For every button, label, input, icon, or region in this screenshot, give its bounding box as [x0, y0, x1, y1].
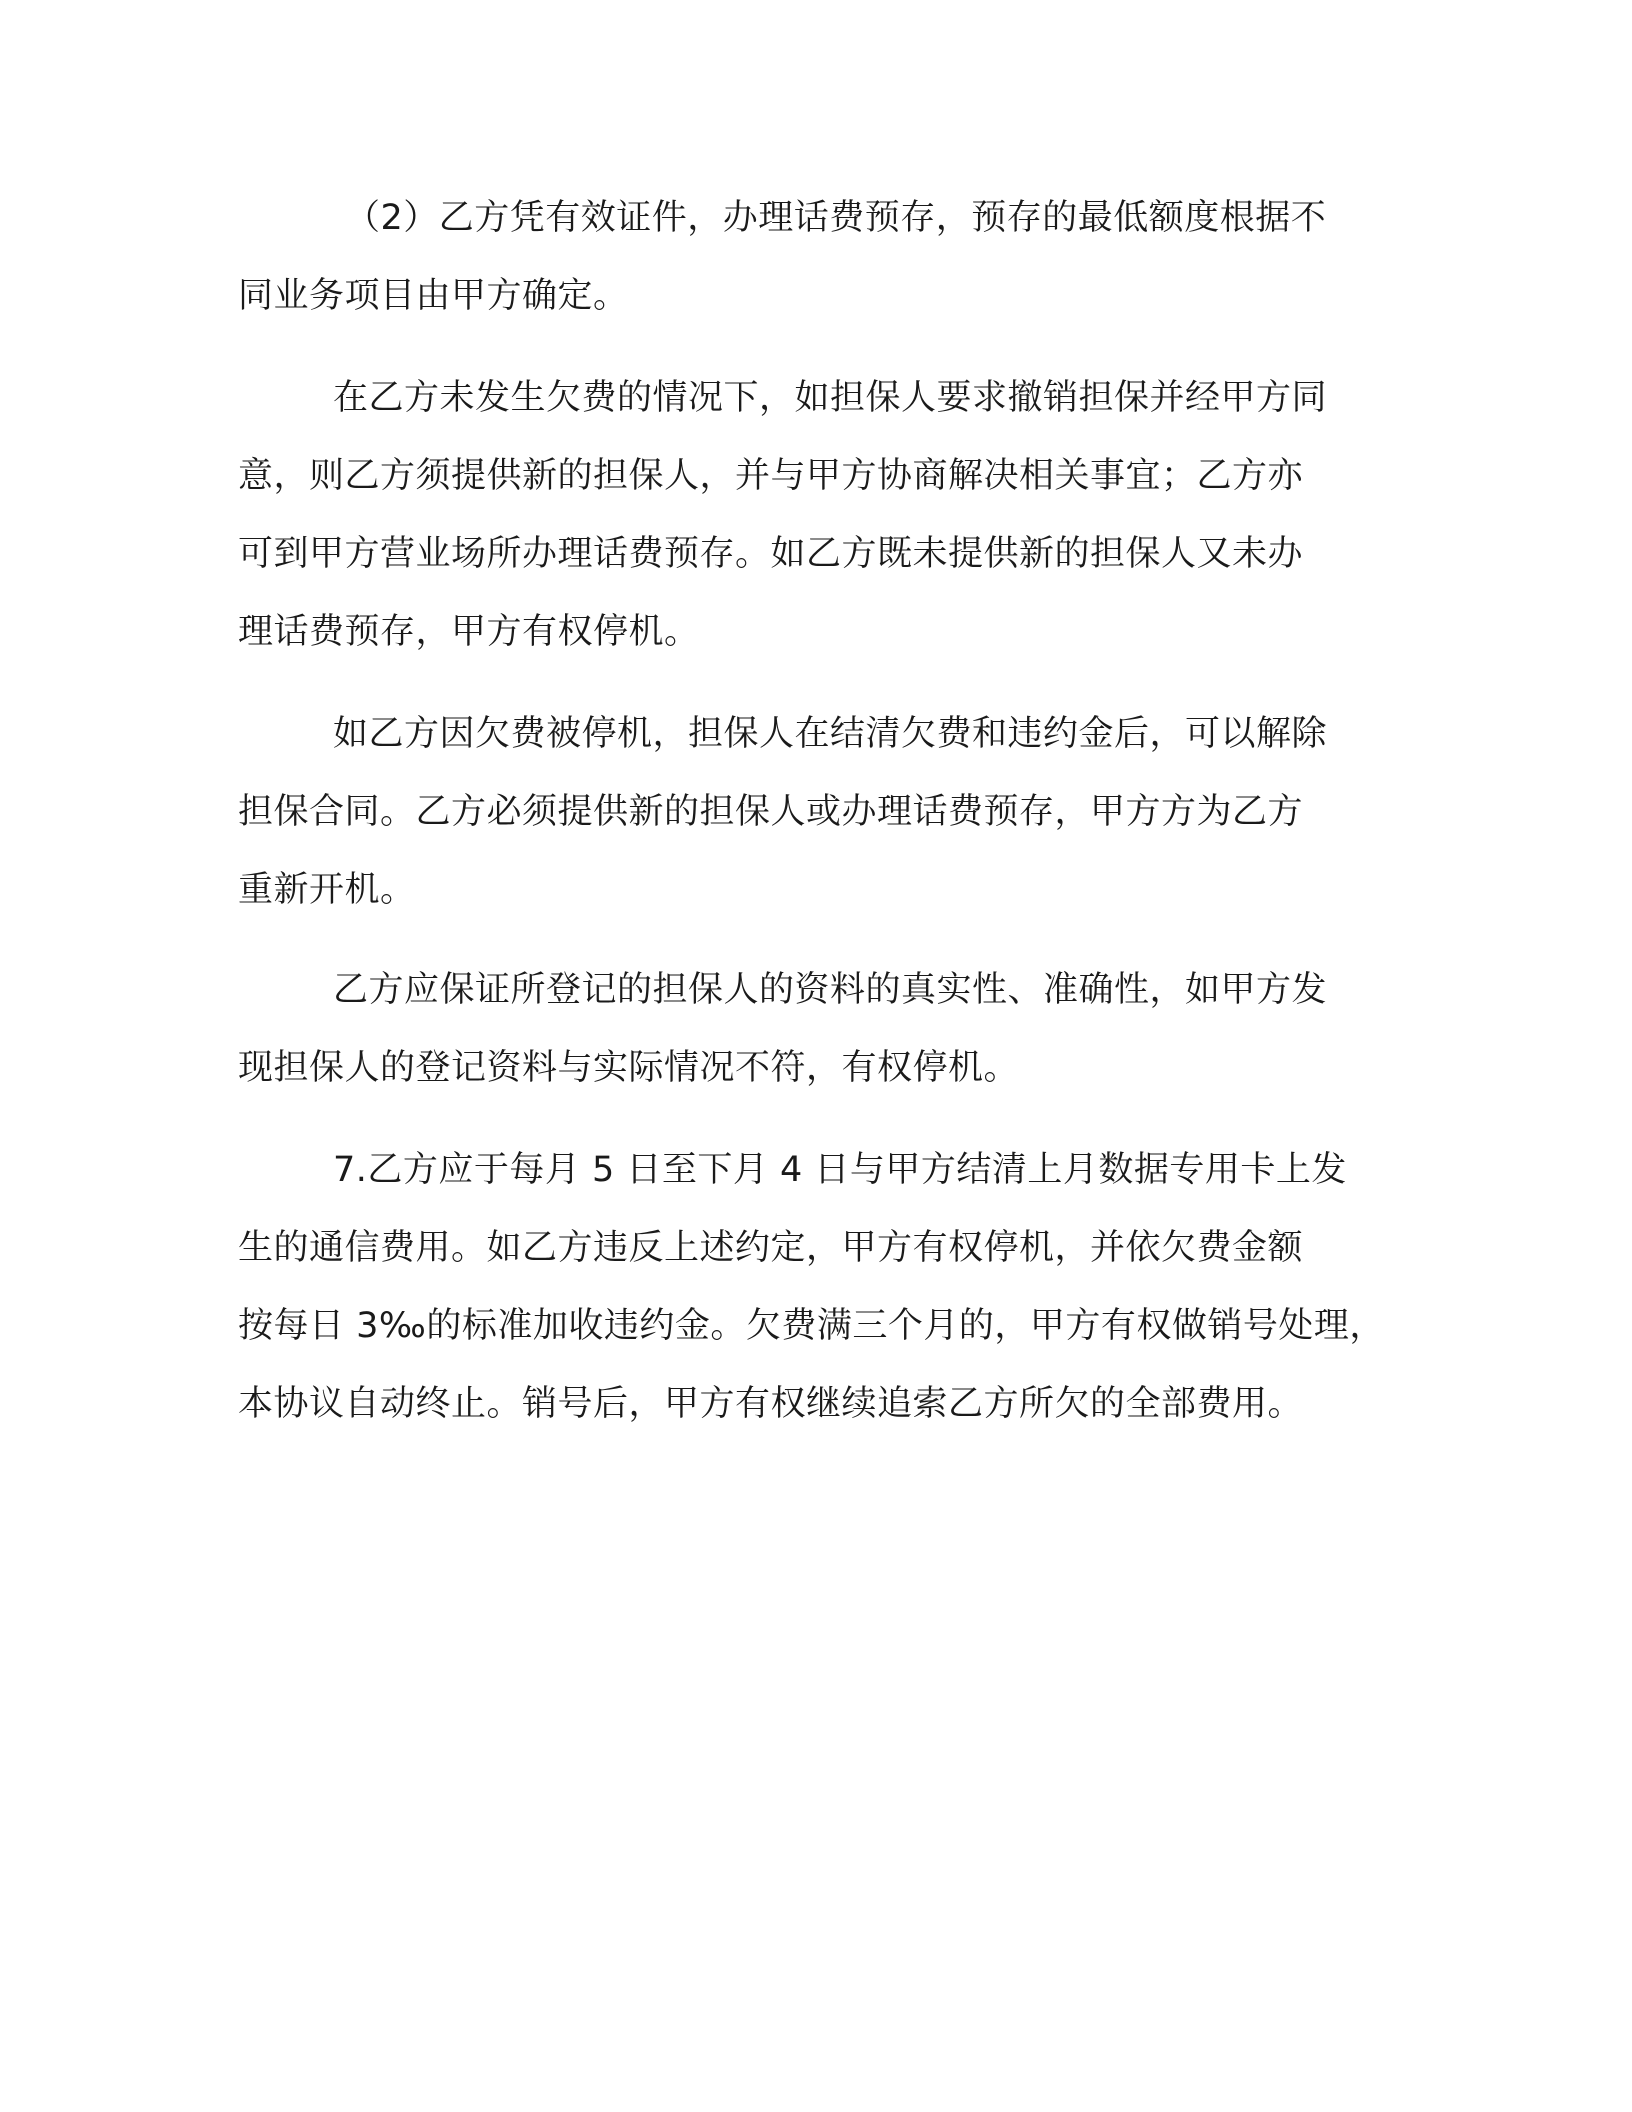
paragraph-3-line-1: 如乙方因欠费被停机，担保人在结清欠费和违约金后，可以解除 [333, 714, 1328, 754]
paragraph-2-line-4: 理话费预存，甲方有权停机。 [238, 612, 700, 652]
paragraph-4-line-1: 乙方应保证所登记的担保人的资料的真实性、准确性，如甲方发 [333, 970, 1328, 1010]
paragraph-5-line-1: 7.乙方应于每月 5 日至下月 4 日与甲方结清上月数据专用卡上发 [333, 1150, 1347, 1190]
paragraph-5-line-3: 按每日 3‰的标准加收违约金。欠费满三个月的，甲方有权做销号处理， [238, 1306, 1385, 1346]
paragraph-1-line-1: （2）乙方凭有效证件，办理话费预存，预存的最低额度根据不 [345, 198, 1327, 238]
paragraph-5-line-2: 生的通信费用。如乙方违反上述约定，甲方有权停机，并依欠费金额 [238, 1228, 1304, 1268]
paragraph-2-line-3: 可到甲方营业场所办理话费预存。如乙方既未提供新的担保人又未办 [238, 534, 1304, 574]
paragraph-3-line-2: 担保合同。乙方必须提供新的担保人或办理话费预存，甲方方为乙方 [238, 792, 1304, 832]
paragraph-5-line-4: 本协议自动终止。销号后，甲方有权继续追索乙方所欠的全部费用。 [238, 1384, 1304, 1424]
paragraph-1-line-2: 同业务项目由甲方确定。 [238, 276, 629, 316]
paragraph-2-line-1: 在乙方未发生欠费的情况下，如担保人要求撤销担保并经甲方同 [333, 378, 1328, 418]
paragraph-2-line-2: 意，则乙方须提供新的担保人，并与甲方协商解决相关事宜；乙方亦 [238, 456, 1304, 496]
paragraph-4-line-2: 现担保人的登记资料与实际情况不符，有权停机。 [238, 1048, 1020, 1088]
paragraph-3-line-3: 重新开机。 [238, 870, 416, 910]
